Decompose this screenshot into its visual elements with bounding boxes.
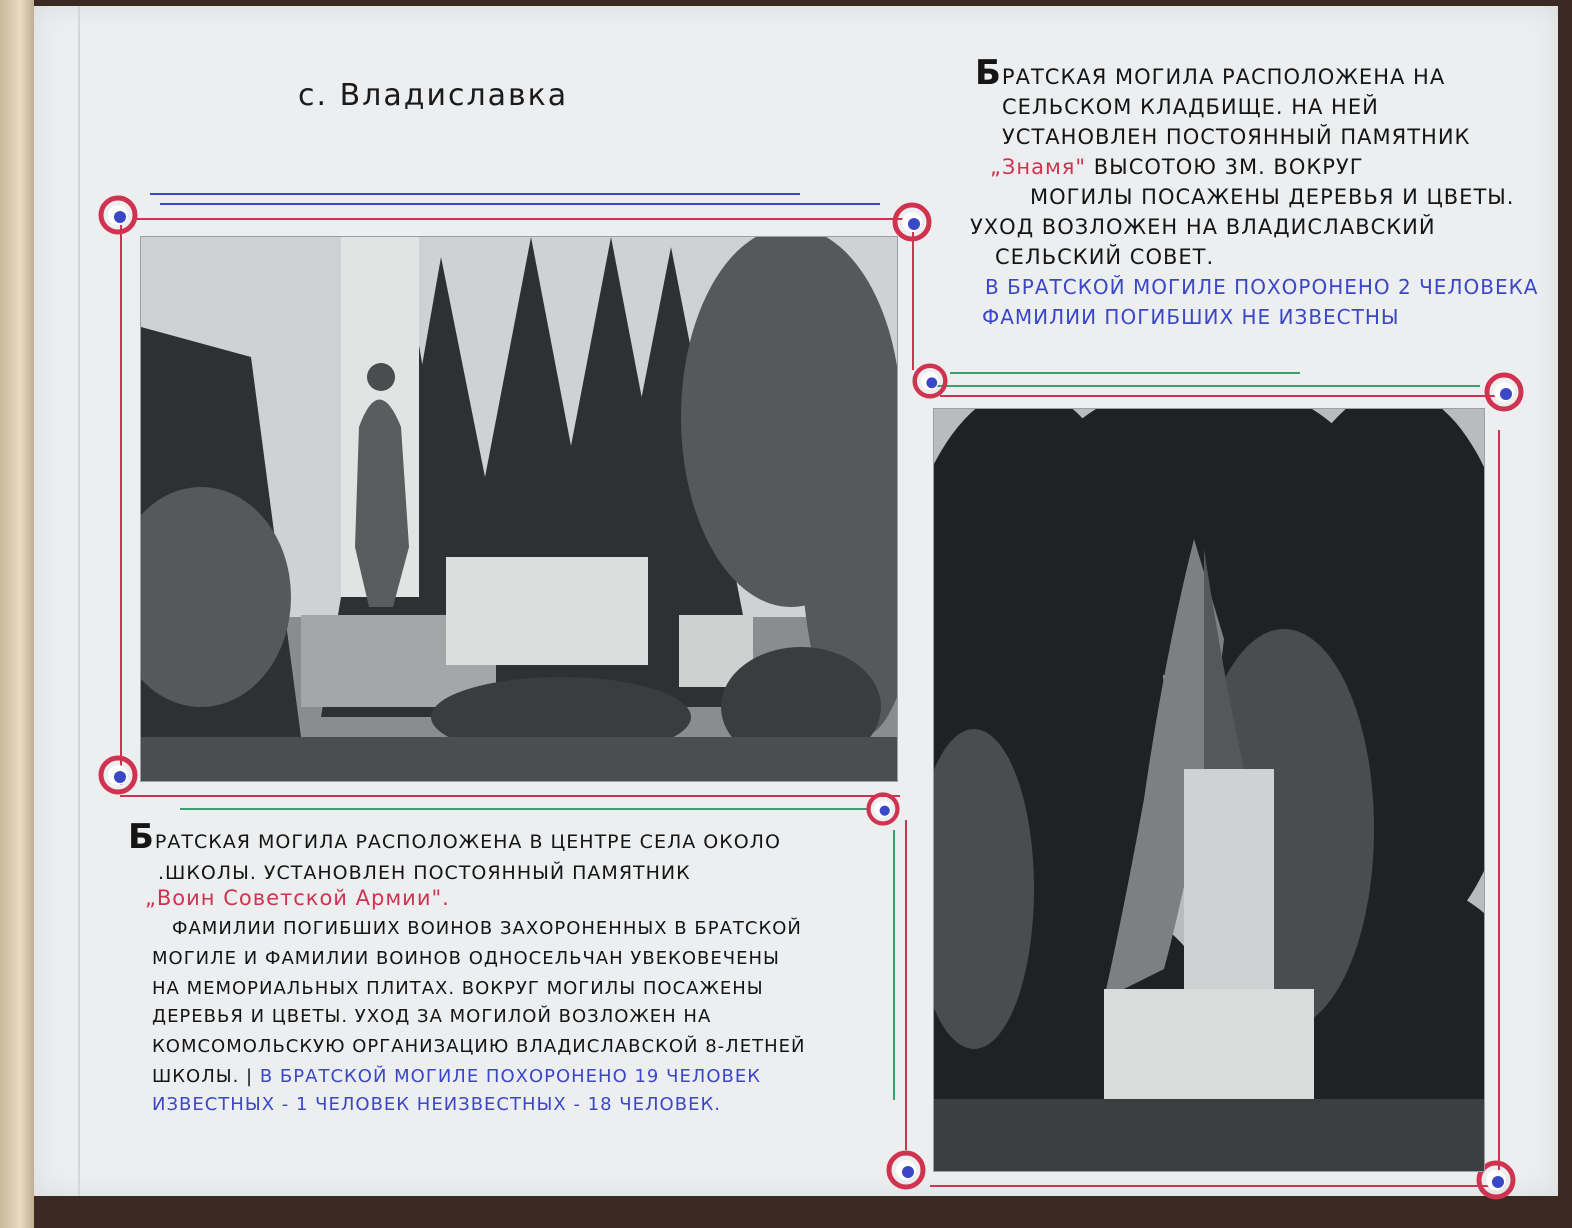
rosette-ornament <box>866 792 900 826</box>
text-fragment: ШКОЛЫ. | <box>152 1066 254 1087</box>
text-line <box>990 152 1364 182</box>
names-unknown-text: ФАМИЛИИ ПОГИБШИХ НЕ ИЗВЕСТНЫ <box>982 305 1400 329</box>
frame-line-blue <box>150 193 800 195</box>
text-line: НА МЕМОРИАЛЬНЫХ ПЛИТАХ. ВОКРУГ МОГИЛЫ ПОСАЖЕНЫ <box>152 978 764 999</box>
photo-soldier-monument <box>140 236 898 782</box>
text-line: СЕЛЬСКИЙ СОВЕТ. <box>995 245 1215 269</box>
frame-line-red <box>120 795 900 797</box>
frame-line-red <box>930 1185 1490 1187</box>
frame-line-red <box>135 218 915 220</box>
frame-line-green <box>950 372 1300 374</box>
album-spine <box>0 0 34 1228</box>
known-unknown-text: ИЗВЕСТНЫХ - 1 ЧЕЛОВЕК НЕИЗВЕСТНЫХ - 18 ЧЕЛОВЕК. <box>152 1094 721 1115</box>
frame-line-red <box>940 395 1500 397</box>
text-line: УХОД ВОЗЛОЖЕН НА ВЛАДИСЛАВСКИЙ <box>970 215 1436 239</box>
frame-line-red <box>912 230 914 370</box>
text-line: ФАМИЛИИ ПОГИБШИХ ВОИНОВ ЗАХОРОНЕННЫХ В БРАТСКОЙ <box>172 918 802 939</box>
top-text-line-1 <box>975 53 1446 93</box>
text-line: КОМСОМОЛЬСКУЮ ОРГАНИЗАЦИЮ ВЛАДИСЛАВСКОЙ 8-ЛЕТНЕЙ <box>152 1036 806 1057</box>
text-line: .ШКОЛЫ. УСТАНОВЛЕН ПОСТОЯННЫЙ ПАМЯТНИК <box>158 862 691 884</box>
rosette-ornament <box>886 1150 926 1190</box>
monument-name: „Воин Советской Армии". <box>145 886 450 910</box>
rosette-ornament <box>1484 372 1524 412</box>
text-line: УСТАНОВЛЕН ПОСТОЯННЫЙ ПАМЯТНИК <box>1002 125 1471 149</box>
drop-cap: Б <box>975 53 1002 93</box>
page-title: с. Владиславка <box>298 78 569 113</box>
text-fragment: ВЫСОТОЮ 3М. ВОКРУГ <box>1093 155 1364 179</box>
frame-line-green <box>180 808 870 810</box>
text-line: ДЕРЕВЬЯ И ЦВЕТЫ. УХОД ЗА МОГИЛОЙ ВОЗЛОЖЕН НА <box>152 1006 712 1027</box>
buried-count-text: В БРАТСКОЙ МОГИЛЕ ПОХОРОНЕНО 2 ЧЕЛОВЕКА <box>985 275 1539 299</box>
monument-name: „Знамя" <box>990 155 1087 179</box>
rosette-ornament <box>912 363 948 399</box>
buried-count-text: В БРАТСКОЙ МОГИЛЕ ПОХОРОНЕНО 19 ЧЕЛОВЕК <box>259 1066 762 1087</box>
text-line: МОГИЛЕ И ФАМИЛИИ ВОИНОВ ОДНОСЕЛЬЧАН УВЕКОВЕЧЕНЫ <box>152 948 780 969</box>
frame-line-green <box>930 385 1480 387</box>
frame-line-red <box>905 820 907 1150</box>
frame-line-red <box>1498 430 1500 1170</box>
text-line <box>152 1062 761 1092</box>
text-line: МОГИЛЫ ПОСАЖЕНЫ ДЕРЕВЬЯ И ЦВЕТЫ. <box>1030 185 1515 209</box>
text-line: СЕЛЬСКОМ КЛАДБИЩЕ. НА НЕЙ <box>1002 95 1379 119</box>
text-line: РАТСКАЯ МОГИЛА РАСПОЛОЖЕНА НА <box>1001 65 1446 89</box>
rosette-ornament <box>892 202 932 242</box>
frame-line-red <box>120 225 122 785</box>
frame-line-green <box>893 830 895 1100</box>
text-line: РАТСКАЯ МОГИЛА РАСПОЛОЖЕНА В ЦЕНТРЕ СЕЛА ОКОЛО <box>154 831 781 853</box>
page-margin-line <box>78 6 80 1196</box>
frame-line-blue <box>160 203 880 205</box>
photo-banner-monument <box>933 408 1485 1172</box>
rosette-ornament <box>98 755 138 795</box>
drop-cap: Б <box>128 817 155 857</box>
bottom-text-line-1 <box>128 817 781 857</box>
rosette-ornament <box>98 195 138 235</box>
